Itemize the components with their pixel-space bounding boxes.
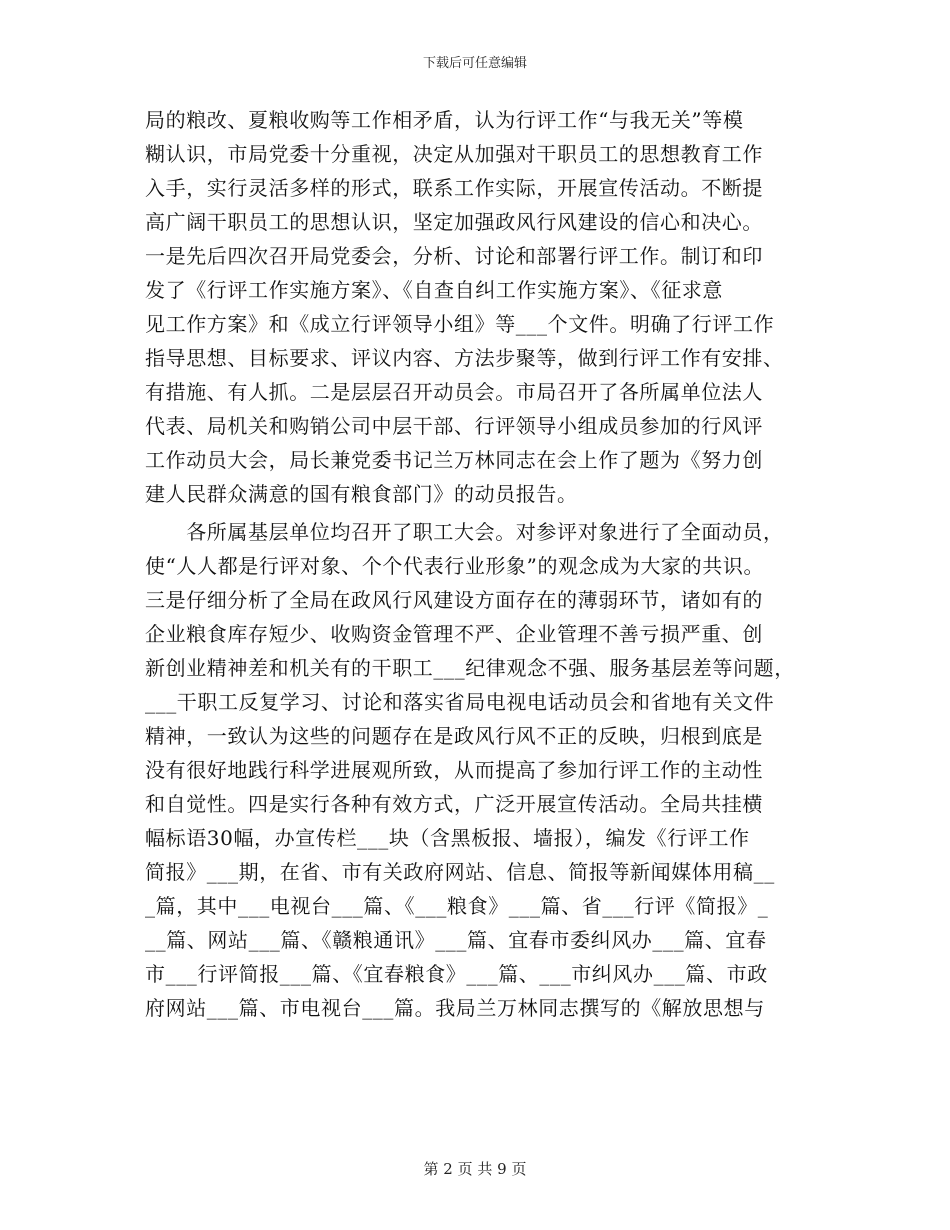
page-footer: 第 2 页 共 9 页 <box>423 1160 527 1178</box>
text-line: 府网站___篇、市电视台___篇。我局兰万林同志撰写的《解放思想与 <box>145 996 765 1020</box>
paragraph <box>145 515 805 1025</box>
text-line: 和自觉性。四是实行各种有效方式，广泛开展宣传活动。全局共挂横 <box>145 792 763 816</box>
text-line: 工作动员大会，局长兼党委书记兰万林同志在会上作了题为《努力创 <box>145 448 763 472</box>
text-line: 一是先后四次召开局党委会，分析、讨论和部署行评工作。制订和印 <box>145 244 763 268</box>
text-line: 高广阔干职员工的思想认识，坚定加强政风行风建设的信心和决心。 <box>145 210 763 234</box>
text-line: ___干职工反复学习、讨论和落实省局电视电话动员会和省地有关文件 <box>145 690 775 714</box>
text-line: 新创业精神差和机关有的干职工___纪律观念不强、服务基层差等问题， <box>145 656 795 680</box>
text-line: 使“人人都是行评对象、个个代表行业形象”的观念成为大家的共识。 <box>145 554 765 578</box>
text-line: 各所属基层单位均召开了职工大会。对参评对象进行了全面动员， <box>145 520 784 544</box>
document-body <box>145 103 805 1025</box>
text-line: 没有很好地践行科学进展观所致，从而提高了参加行评工作的主动性 <box>145 758 763 782</box>
text-line: 企业粮食库存短少、收购资金管理不严、企业管理不善亏损严重、创 <box>145 622 763 646</box>
text-line: 代表、局机关和购销公司中层干部、行评领导小组成员参加的行风评 <box>145 414 763 438</box>
text-line: 精神，一致认为这些的问题存在是政风行风不正的反映，归根到底是 <box>145 724 763 748</box>
page-header: 下载后可任意编辑 <box>422 56 527 71</box>
text-line: 糊认识，市局党委十分重视，决定从加强对干职员工的思想教育工作 <box>145 142 763 166</box>
text-line: 简报》___期，在省、市有关政府网站、信息、简报等新闻媒体用稿__ <box>145 860 775 884</box>
text-line: 入手，实行灵活多样的形式，联系工作实际，开展宣传活动。不断提 <box>145 176 763 200</box>
text-line: 有措施、有人抓。二是层层召开动员会。市局召开了各所属单位法人 <box>145 380 763 404</box>
text-line: 幅标语30幅，办宣传栏___块（含黑板报、墙报），编发《行评工作 <box>145 826 750 850</box>
text-line: __篇、网站___篇、《赣粮通讯》___篇、宜春市委纠风办___篇、宜春 <box>145 928 767 952</box>
paragraph <box>145 103 805 511</box>
text-line: 指导思想、目标要求、评议内容、方法步聚等，做到行评工作有安排、 <box>145 346 784 370</box>
text-line: 发了《行评工作实施方案》、《自查自纠工作实施方案》、《征求意 <box>145 278 723 302</box>
text-line: 三是仔细分析了全局在政风行风建设方面存在的薄弱环节，诸如有的 <box>145 588 763 612</box>
text-line: _篇，其中___电视台___篇、《___粮食》___篇、省___行评《简报》_ <box>145 894 769 918</box>
text-line: 市___行评简报___篇、《宜春粮食》___篇、___市纠风办___篇、市政 <box>145 962 768 986</box>
text-line: 建人民群众满意的国有粮食部门》的动员报告。 <box>145 482 578 506</box>
text-line: 见工作方案》和《成立行评领导小组》等___个文件。明确了行评工作 <box>145 312 775 336</box>
text-line: 局的粮改、夏粮收购等工作相矛盾，认为行评工作“与我无关”等模 <box>145 108 744 132</box>
